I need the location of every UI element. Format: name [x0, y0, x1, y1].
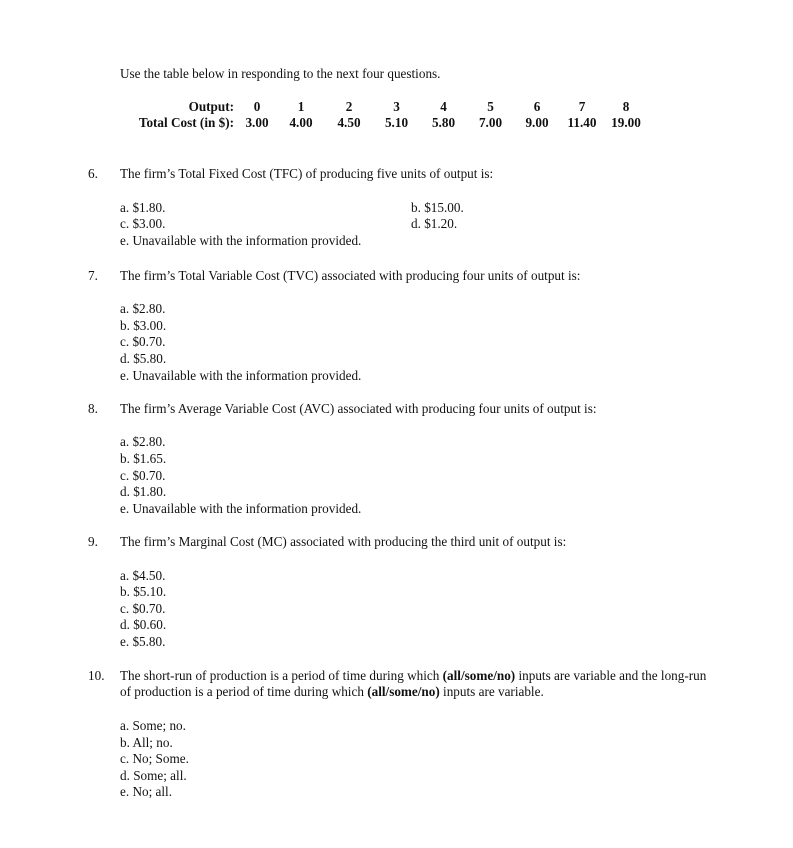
output-label: Output: — [188, 99, 234, 114]
option-a[interactable]: a. $2.80. — [120, 434, 166, 449]
cost-cell: 5.80 — [431, 114, 456, 130]
option-d[interactable]: d. $0.60. — [120, 617, 167, 632]
option-e[interactable]: e. Unavailable with the information provided. — [120, 368, 362, 383]
cost-cell: 19.00 — [611, 114, 641, 130]
cost-cell: 4.50 — [337, 114, 361, 130]
option-a[interactable]: a. Some; no. — [120, 718, 186, 733]
output-cell: 1 — [297, 99, 305, 114]
output-cell: 4 — [440, 99, 447, 114]
stem-text: inputs are variable. — [439, 684, 544, 699]
stem-text: inputs are variable and the long-run of production is a period of time during which — [120, 668, 707, 699]
cost-row — [122, 115, 648, 131]
question-number: 9. — [88, 534, 98, 549]
option-c[interactable]: c. $3.00. — [120, 216, 166, 231]
output-cell: 0 — [253, 99, 261, 114]
option-d[interactable]: d. $1.80. — [120, 484, 167, 499]
intro-text: Use the table below in responding to the next four questions. — [120, 66, 441, 81]
option-a[interactable]: a. $1.80. — [120, 200, 166, 215]
cost-cell: 5.10 — [384, 114, 409, 130]
question-stem: The firm’s Average Variable Cost (AVC) associated with producing four units of output is: — [120, 401, 597, 416]
cost-cell: 9.00 — [525, 114, 549, 130]
option-d[interactable]: d. Some; all. — [120, 768, 187, 783]
output-cell: 6 — [533, 99, 541, 114]
option-c[interactable]: c. $0.70. — [120, 468, 166, 483]
option-b[interactable]: b. $3.00. — [120, 318, 167, 333]
cost-cell: 11.40 — [567, 114, 597, 130]
question-number: 10. — [88, 668, 105, 683]
option-d[interactable]: d. $5.80. — [120, 351, 167, 366]
output-cell: 8 — [622, 99, 630, 114]
cost-cell: 7.00 — [478, 114, 503, 130]
option-b[interactable]: b. $1.65. — [120, 451, 167, 466]
question-number: 7. — [88, 268, 98, 283]
option-d[interactable]: d. $1.20. — [411, 216, 458, 231]
stem-emphasis: (all/some/no) — [442, 668, 516, 683]
option-e[interactable]: e. Unavailable with the information provided. — [120, 501, 362, 516]
output-cell: 2 — [345, 99, 353, 114]
option-c[interactable]: c. No; Some. — [120, 751, 189, 766]
option-e[interactable]: e. No; all. — [120, 784, 173, 799]
output-cell: 5 — [487, 99, 494, 114]
cost-cell: 3.00 — [245, 114, 269, 130]
question-stem: The firm’s Total Fixed Cost (TFC) of producing five units of output is: — [120, 166, 494, 181]
option-a[interactable]: a. $4.50. — [120, 568, 166, 583]
cost-cell: 4.00 — [289, 114, 313, 130]
option-e[interactable]: e. $5.80. — [120, 634, 166, 649]
cost-table — [122, 99, 648, 130]
question-stem — [120, 668, 720, 700]
question-stem: The firm’s Marginal Cost (MC) associated with producing the third unit of output is: — [120, 534, 567, 549]
question-stem: The firm’s Total Variable Cost (TVC) associated with producing four units of output is: — [120, 268, 581, 283]
option-a[interactable]: a. $2.80. — [120, 301, 166, 316]
option-b[interactable]: b. $5.10. — [120, 584, 167, 599]
option-c[interactable]: c. $0.70. — [120, 334, 166, 349]
question-number: 8. — [88, 401, 98, 416]
output-cell: 3 — [393, 99, 400, 114]
stem-emphasis: (all/some/no) — [367, 684, 440, 699]
option-b[interactable]: b. All; no. — [120, 735, 173, 750]
question-number: 6. — [88, 166, 98, 181]
stem-text: The short-run of production is a period of time during which — [120, 668, 443, 683]
output-cell: 7 — [578, 99, 586, 114]
option-e[interactable]: e. Unavailable with the information provided. — [120, 233, 362, 248]
output-row — [122, 99, 648, 115]
option-c[interactable]: c. $0.70. — [120, 601, 166, 616]
cost-label: Total Cost (in $): — [138, 114, 234, 130]
option-b[interactable]: b. $15.00. — [411, 200, 464, 215]
